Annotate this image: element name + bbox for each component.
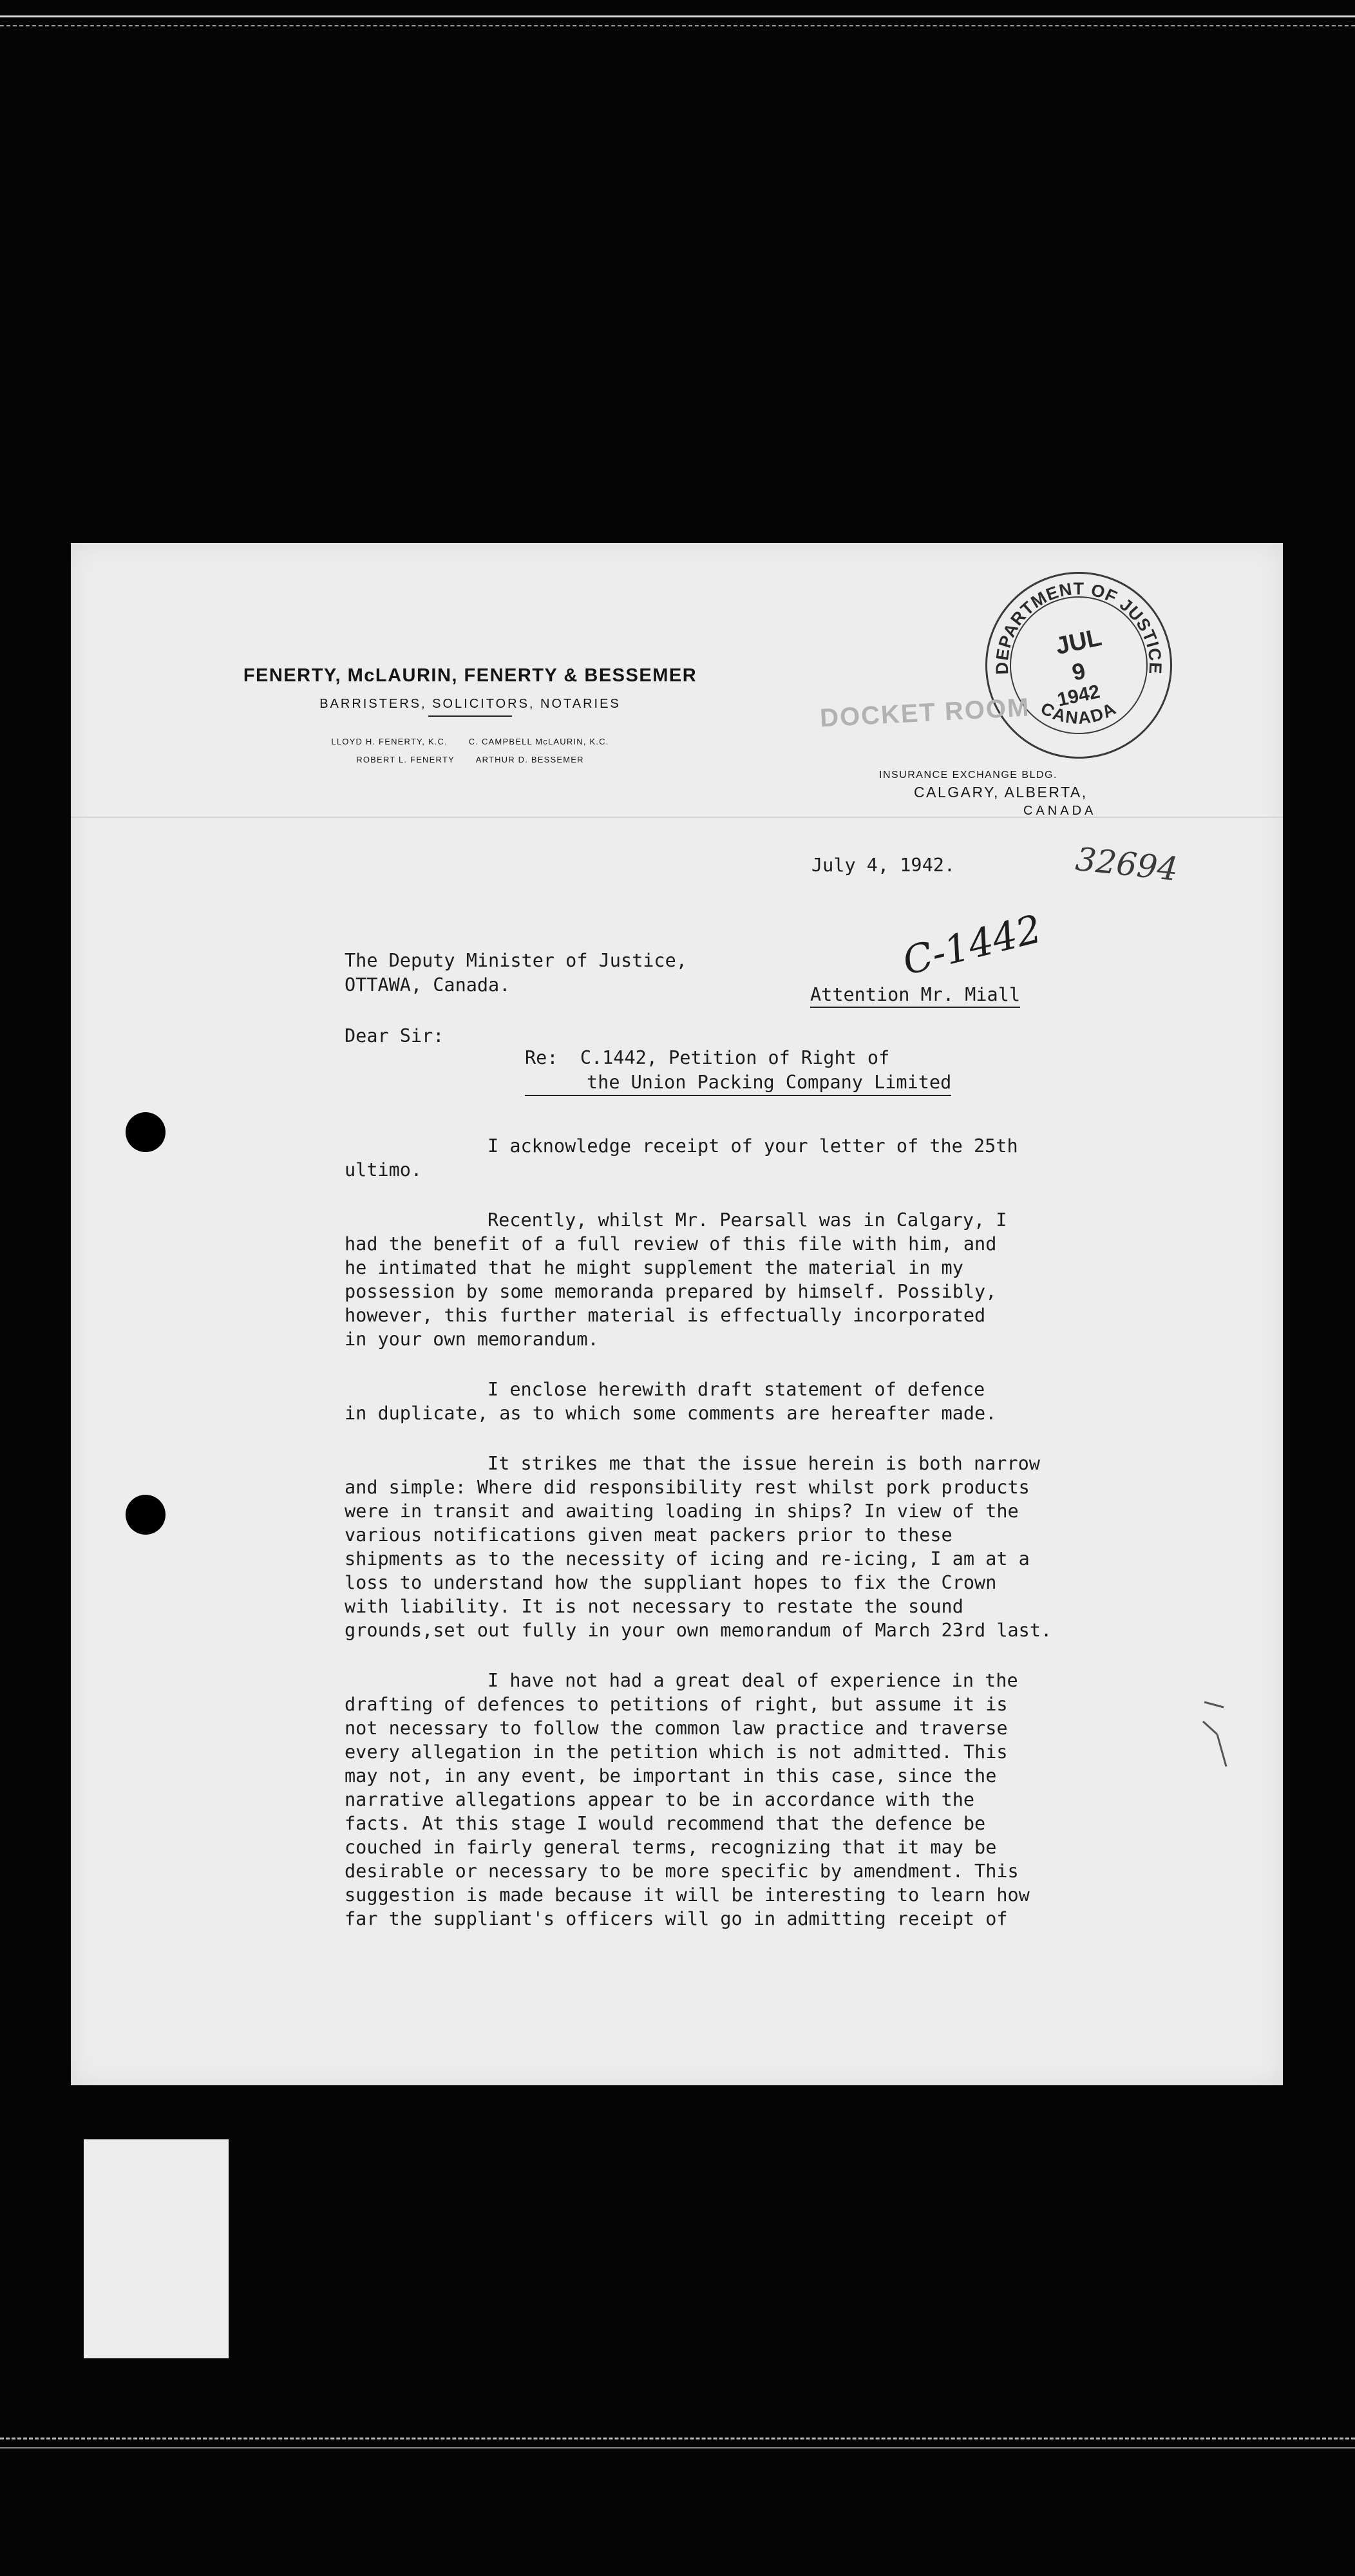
punch-hole [126,1495,166,1535]
target-slip [84,2139,229,2358]
re-label: Re: [525,1047,558,1068]
stamp-day: 9 [1069,657,1088,686]
re-line-2: the Union Packing Company Limited [525,1070,951,1096]
letter-date: July 4, 1942. [811,855,956,876]
stamp-ring-bottom-text: CANADA [1037,698,1121,728]
recipient-line: The Deputy Minister of Justice, [345,950,687,971]
docket-room-stamp: DOCKET ROOM [819,693,1031,733]
body-paragraph: I enclose herewith draft statement of defence in duplicate, as to which some comments are hereafter made. [345,1379,997,1424]
stamp-month: JUL [1053,624,1104,661]
letterhead-rule [428,715,512,717]
film-edge-bottom [0,2438,1355,2448]
firm-name: FENERTY, McLAURIN, FENERTY & BESSEMER [243,665,697,686]
stamp-year: 1942 [1055,681,1102,711]
partner-list [200,731,741,771]
handwritten-file-number: 32694 [1074,840,1180,889]
address-country: CANADA [1023,804,1097,818]
address-city: CALGARY, ALBERTA, [914,784,1088,800]
address-building: INSURANCE EXCHANGE BLDG. [879,770,1057,781]
partner-name: C. CAMPBELL McLAURIN, K.C. [468,737,609,746]
attention-line: Attention Mr. Miall [810,984,1020,1008]
punch-hole [126,1112,166,1152]
body-paragraph: It strikes me that the issue herein is both narrow and simple: Where did responsibility rest whilst pork products were in transit and awaiting loading in ships? In view of the various notifications given meat packers prior to these shipments as to the necessity of icing and re-icing, I am at a loss to understand how the suppliant hopes to fix the Crown with liability. It is not necessary to restate the sound grounds,set out fully in your own memorandum of March 23rd last. [345,1453,1052,1641]
letter-body [345,1134,1233,1931]
film-edge-top [0,15,1355,26]
stamp-ring-top-text: DEPARTMENT OF JUSTICE [992,579,1166,676]
margin-pencil-mark [1198,1696,1237,1773]
body-paragraph: Recently, whilst Mr. Pearsall was in Calgary, I had the benefit of a full review of this file with him, and he intimated that he might supplement the material in my possession by some memoranda prepared by himself. Possibly, however, this further material is effectually incorporated in your own memorandum. [345,1209,1007,1350]
firm-address [879,770,1182,819]
partner-name: LLOYD H. FENERTY, K.C. [331,737,448,746]
letter-page [71,543,1283,2085]
department-of-justice-stamp [985,572,1172,759]
partner-name: ROBERT L. FENERTY [356,755,455,764]
firm-subtitle: BARRISTERS, SOLICITORS, NOTARIES [319,697,621,711]
body-paragraph: I acknowledge receipt of your letter of the 25th ultimo. [345,1135,1018,1180]
handwritten-reference: C-1442 [898,906,1047,985]
recipient-line: OTTAWA, Canada. [345,974,511,996]
letterhead [200,665,741,771]
salutation: Dear Sir: [345,1025,444,1046]
partner-name: ARTHUR D. BESSEMER [475,755,584,764]
subject-reference [525,1046,951,1096]
body-paragraph: I have not had a great deal of experience in the drafting of defences to petitions of right, but assume it is not necessary to follow the common law practice and traverse every allegation in the petition which is not admitted. This may not, in any event, be important in this case, since the narrative allegations appear to be in accordance with the facts. At this stage I would recommend that the defence be couched in fairly general terms, recognizing that it may be desirable or necessary to be more specific by amendment. This suggestion is made because it will be interesting to learn how far the suppliant's officers will go in admitting receipt of [345,1670,1030,1929]
re-line-1: C.1442, Petition of Right of [580,1047,890,1068]
recipient-address [345,949,687,998]
